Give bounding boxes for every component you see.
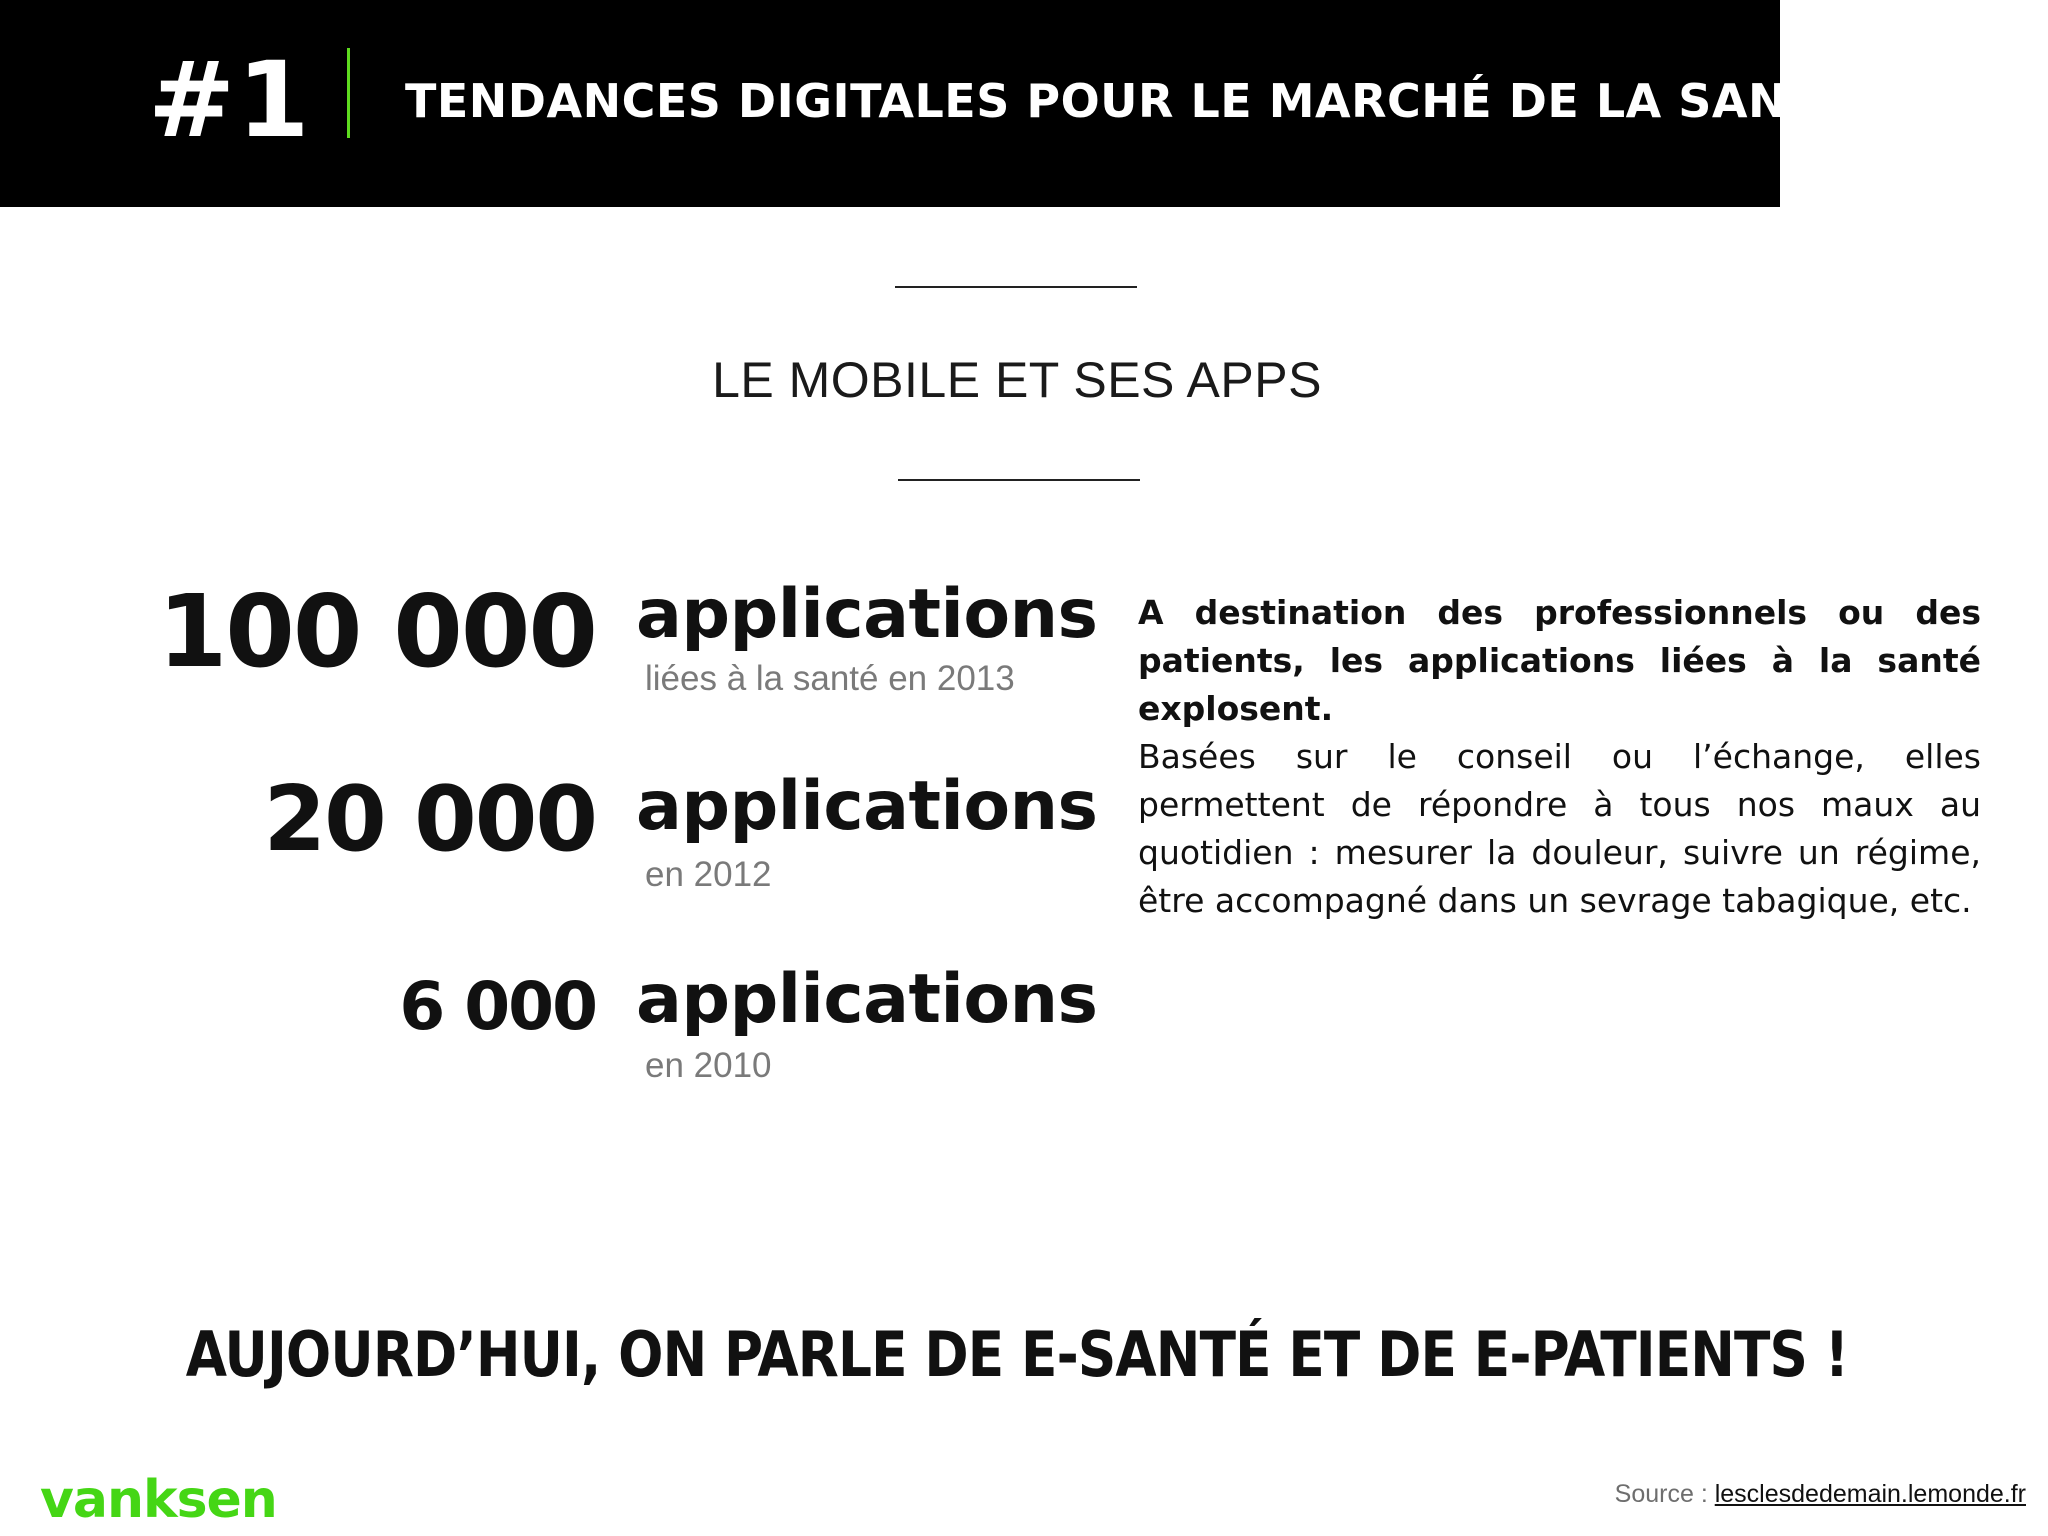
section-rule-top	[895, 286, 1137, 288]
stat-value-2012: 20 000	[263, 767, 596, 872]
stat-value-2013: 100 000	[157, 573, 596, 690]
body-detail-paragraph: Basées sur le conseil ou l’échange, elles permettent de répondre à tous nos maux au quotidien : mesurer la douleur, suivre un régime, être accompagné dans un sevrage tabagique, etc.	[1138, 737, 1981, 920]
stat-caption-2012: en 2012	[645, 855, 772, 894]
header-divider	[347, 48, 350, 138]
source-line	[1615, 1476, 2026, 1512]
slide-title: TENDANCES DIGITALES POUR LE MARCHÉ DE LA SANTÉ	[405, 74, 1851, 128]
vanksen-logo: vanksen	[40, 1470, 277, 1530]
stat-unit-2012: applications	[636, 767, 1098, 846]
stat-caption-2013: liées à la santé en 2013	[645, 659, 1015, 698]
header-band	[0, 0, 1851, 207]
source-link[interactable]: lesclesdedemain.lemonde.fr	[1714, 1480, 2026, 1508]
source-label: Source :	[1614, 1480, 1715, 1508]
stat-unit-2010: applications	[636, 960, 1098, 1039]
conclusion-headline: AUJOURD’HUI, ON PARLE DE E-SANTÉ ET DE E-PATIENTS !	[185, 1318, 1849, 1391]
stat-value-2010: 6 000	[399, 968, 596, 1045]
stat-unit-2013: applications	[636, 575, 1098, 654]
section-title: LE MOBILE ET SES APPS	[712, 352, 1322, 408]
stat-caption-2010: en 2010	[645, 1046, 772, 1085]
slide-number: #1	[148, 39, 312, 161]
section-rule-bottom	[898, 479, 1140, 481]
body-lead-paragraph: A destination des professionnels ou des patients, les applications liées à la santé explosent.	[1138, 593, 1981, 728]
